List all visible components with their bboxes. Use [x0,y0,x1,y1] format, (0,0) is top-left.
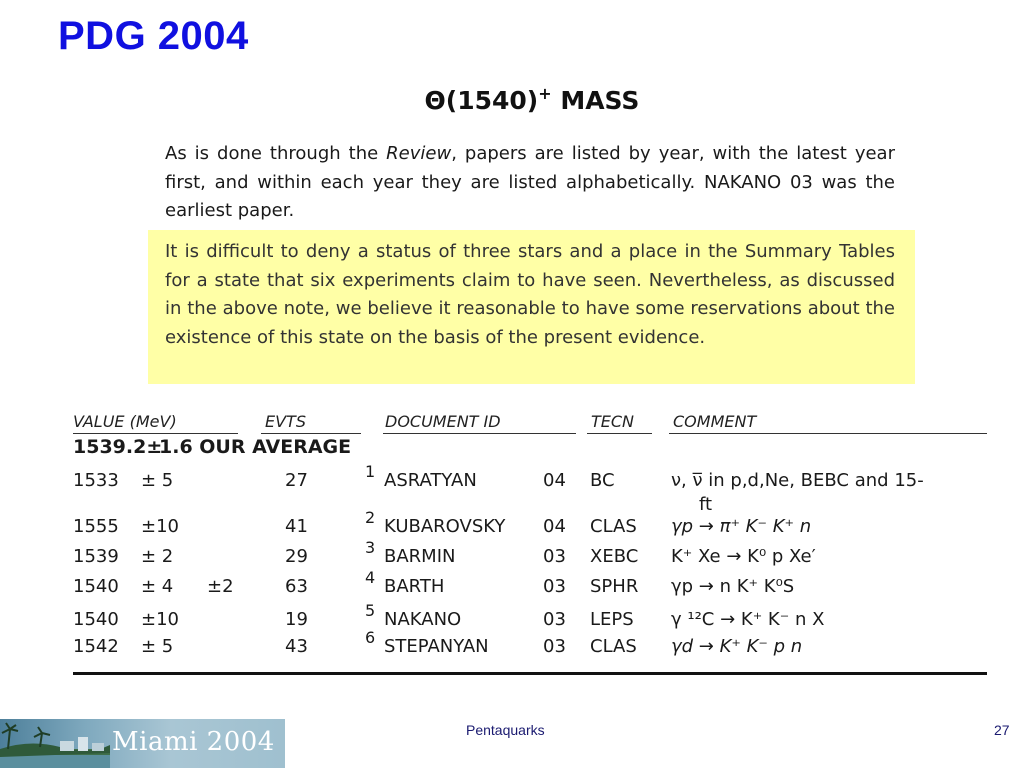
row-footnote: 1 [365,462,376,481]
highlight-note: It is difficult to deny a status of three stars and a place in the Summary Tables for a state that six experiments claim to have seen. Nevertheless, as discussed in the above note, we believe it reasonable to have some reservations about the existence of this state on the basis of the present evidence. [148,230,915,384]
mass-table [73,408,987,662]
row-year: 04 [543,470,566,491]
row-comment: K⁺ Xe → K⁰ p Xe′ [671,546,816,567]
row-value: 1539 [73,546,119,567]
row-value: 1533 [73,470,119,491]
row-tecn: CLAS [590,516,637,537]
row-footnote: 6 [365,628,376,647]
row-document: KUBAROVSKY [384,516,506,537]
row-error: ± 5 [141,470,174,491]
intro-text-1: As is done through the [165,143,387,164]
table-row [73,508,987,542]
row-year: 03 [543,546,566,567]
header-value: VALUE (MeV) [73,412,177,431]
miami-2004-logo [0,719,285,768]
row-value: 1540 [73,609,119,630]
row-value: 1555 [73,516,119,537]
row-comment: ν, ν̅ in p,d,Ne, BEBC and 15- [671,470,924,491]
heading-mass: MASS [551,86,640,115]
row-comment: γp → n K⁺ K⁰S [671,576,795,597]
slide-title: PDG 2004 [58,14,249,58]
row-comment: γd → K⁺ K⁻ p n [671,636,803,657]
row-footnote: 3 [365,538,376,557]
row-evts: 29 [285,546,308,567]
header-document-id: DOCUMENT ID [385,412,501,431]
average-error: 1.6 OUR AVERAGE [159,436,352,458]
table-row [73,601,987,632]
our-average-row [73,436,987,466]
row-syst-error: ±2 [207,576,234,597]
row-comment: γp → π⁺ K⁻ K⁺ n [671,516,812,537]
row-tecn: LEPS [590,609,634,630]
row-error: ± 5 [141,636,174,657]
row-evts: 19 [285,609,308,630]
section-heading [0,86,1024,115]
row-error: ± 2 [141,546,174,567]
row-evts: 63 [285,576,308,597]
average-value: 1539.2± [73,436,163,458]
intro-review-italic: Review [386,143,452,164]
row-document: BARTH [384,576,445,597]
row-error: ±10 [141,609,179,630]
row-footnote: 5 [365,601,376,620]
table-row [73,568,987,599]
row-value: 1540 [73,576,119,597]
row-year: 03 [543,576,566,597]
table-bottom-rule [73,672,987,675]
table-row [73,538,987,572]
row-evts: 27 [285,470,308,491]
row-document: STEPANYAN [384,636,489,657]
row-document: NAKANO [384,609,462,630]
table-row [73,462,987,515]
row-tecn: SPHR [590,576,639,597]
row-evts: 43 [285,636,308,657]
row-comment: γ ¹²C → K⁺ K⁻ n X [671,609,825,630]
heading-particle: Θ(1540) [424,86,539,115]
row-year: 04 [543,516,566,537]
row-value: 1542 [73,636,119,657]
intro-text-2: , papers are listed by year, with the latest year first, and within each year they are listed alphabetically. NAKANO 03 was the earliest paper. [165,143,895,221]
row-tecn: XEBC [590,546,639,567]
heading-charge: + [538,84,552,103]
row-tecn: BC [590,470,615,491]
row-document: BARMIN [384,546,456,567]
row-tecn: CLAS [590,636,637,657]
header-evts: EVTS [265,412,306,431]
header-tecn: TECN [591,412,635,431]
row-footnote: 4 [365,568,376,587]
intro-paragraph [165,140,895,226]
row-error: ±10 [141,516,179,537]
logo-text: Miami 2004 [112,727,275,757]
row-evts: 41 [285,516,308,537]
header-comment: COMMENT [673,412,757,431]
row-year: 03 [543,609,566,630]
table-header [73,408,987,436]
table-row [73,628,987,662]
footer-center-text: Pentaquarks [466,722,545,738]
page-number: 27 [994,722,1010,738]
row-footnote: 2 [365,508,376,527]
row-year: 03 [543,636,566,657]
row-document: ASRATYAN [384,470,477,491]
row-error: ± 4 [141,576,174,597]
row-comment-wrap: ft [699,494,713,515]
